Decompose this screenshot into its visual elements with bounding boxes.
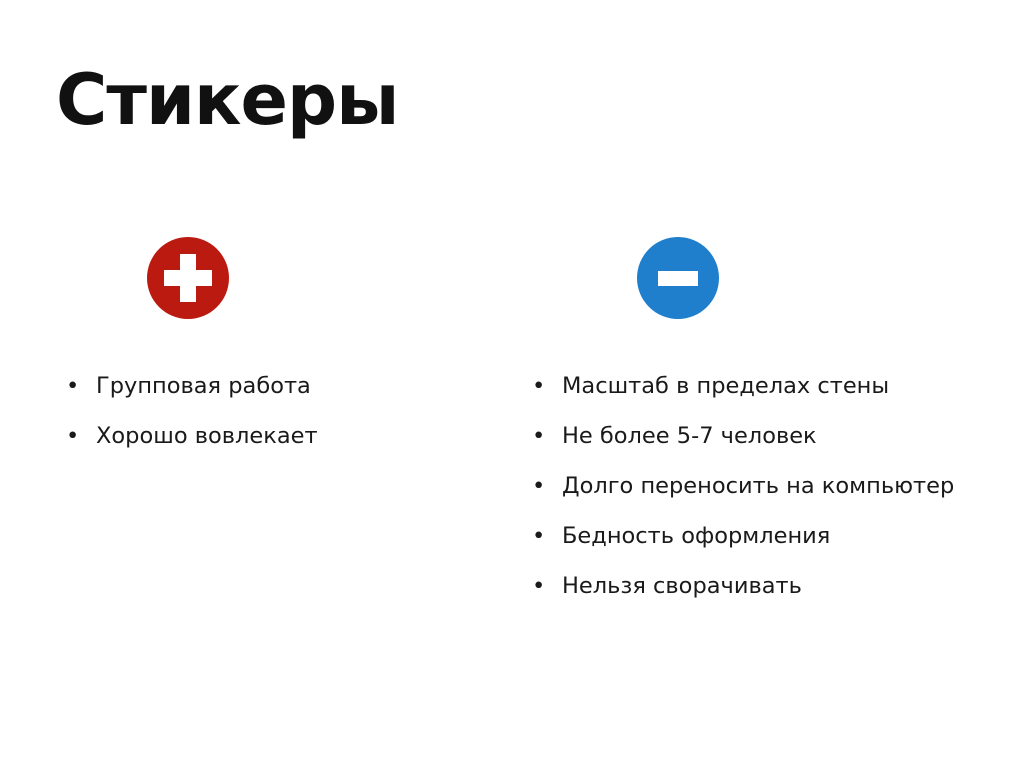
list-item-text: Долго переносить на компьютер (562, 473, 955, 499)
list-item (532, 366, 1002, 416)
list-item (532, 516, 1002, 566)
bullet: • (532, 373, 546, 399)
list-item (532, 566, 1002, 616)
bullet: • (66, 373, 80, 399)
bullet: • (66, 423, 80, 449)
pros-list (66, 366, 466, 466)
plus-icon (147, 237, 229, 319)
page-title: Стикеры (56, 59, 399, 141)
bullet: • (532, 573, 546, 599)
bullet: • (532, 473, 546, 499)
list-item-text: Бедность оформления (562, 523, 831, 549)
list-item (66, 366, 466, 416)
list-item-text: Хорошо вовлекает (96, 423, 318, 449)
list-item-text: Не более 5-7 человек (562, 423, 817, 449)
list-item-text: Нельзя сворачивать (562, 573, 802, 599)
minus-icon (637, 237, 719, 319)
bullet: • (532, 523, 546, 549)
list-item (532, 416, 1002, 466)
cons-list (532, 366, 1002, 616)
bullet: • (532, 423, 546, 449)
list-item (532, 466, 1002, 516)
list-item-text: Групповая работа (96, 373, 311, 399)
list-item-text: Масштаб в пределах стены (562, 373, 890, 399)
list-item (66, 416, 466, 466)
